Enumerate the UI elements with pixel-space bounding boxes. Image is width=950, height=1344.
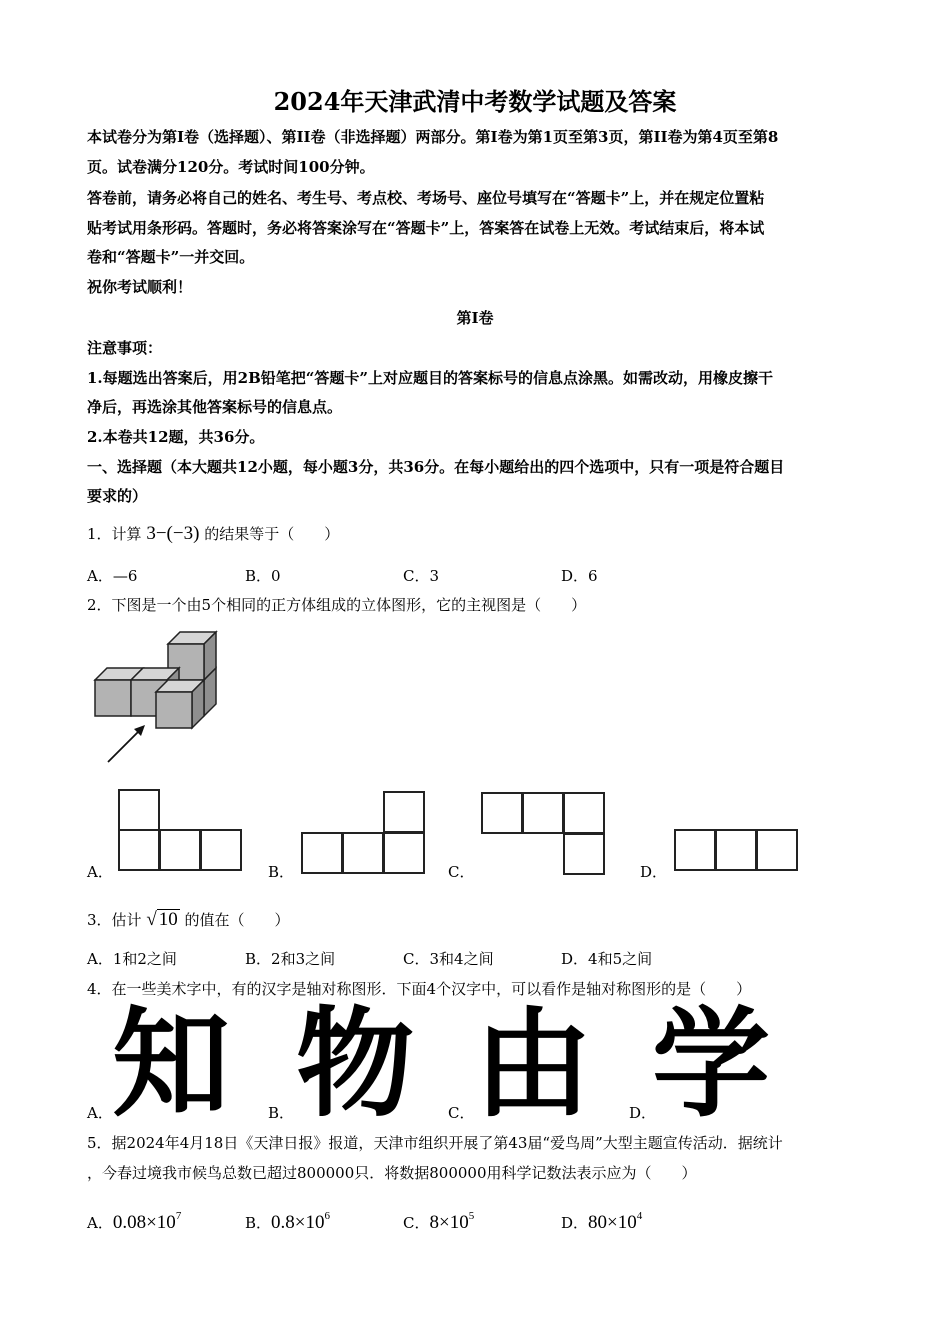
q4-option-c-label[interactable]: C． [448, 1104, 475, 1122]
q3-prefix: 3．估计 [87, 911, 142, 929]
q5-option-a-base: 0.08×10 [112, 1212, 176, 1233]
q1-option-b[interactable]: B．0 [245, 567, 281, 585]
notes-heading: 注意事项： [87, 339, 163, 357]
q4-option-d-char[interactable]: 学 [652, 995, 771, 1133]
q3-option-b[interactable]: B．2和3之间 [245, 950, 336, 968]
cube-figure [90, 628, 230, 770]
view-square [563, 833, 605, 875]
intro-line: 本试卷分为第I卷（选择题）、第II卷（非选择题）两部分。第I卷为第1页至第3页，第II卷为第4页至第8 [87, 128, 779, 146]
q5-option-b[interactable] [245, 1201, 330, 1238]
q1-suffix: 的结果等于（ ） [204, 525, 340, 543]
question-5-line: 5．据2024年4月18日《天津日报》报道，天津市组织开展了第43届“爱鸟周”大型主题宣传活动．据统计 [87, 1134, 783, 1152]
q1-prefix: 1．计算 [87, 525, 142, 543]
question-2: 2．下图是一个由5个相同的正方体组成的立体图形，它的主视图是（ ） [87, 596, 587, 614]
note-line: 净后，再选涂其他答案标号的信息点。 [87, 398, 343, 416]
view-square [342, 832, 384, 874]
intro-line: 贴考试用条形码。答题时，务必将答案涂写在“答题卡”上，答案答在试卷上无效。考试结束后，将本试 [87, 219, 765, 237]
view-square [522, 792, 564, 834]
q1-option-d[interactable]: D．6 [561, 567, 598, 585]
q5-option-b-base: 0.8×10 [271, 1212, 325, 1233]
view-square [674, 829, 716, 871]
view-square [118, 829, 160, 871]
view-square [481, 792, 523, 834]
q5-option-a-exp: 7 [175, 1210, 182, 1222]
q5-option-d-exp: 4 [636, 1210, 643, 1222]
q5-option-b-exp: 6 [324, 1210, 330, 1222]
q3-radicand: 10 [158, 909, 178, 930]
q5-option-d-base: 80×10 [588, 1212, 637, 1233]
q2-option-a-label[interactable]: A． [87, 863, 113, 881]
q5-option-c-exp: 5 [468, 1210, 475, 1222]
view-square [159, 829, 201, 871]
view-square [301, 832, 343, 874]
question-3 [87, 905, 290, 935]
q1-option-a[interactable]: A．—6 [87, 567, 138, 585]
q3-option-d[interactable]: D．4和5之间 [561, 950, 653, 968]
q4-option-d-label[interactable]: D． [629, 1104, 657, 1122]
q3-option-a[interactable]: A．1和2之间 [87, 950, 177, 968]
section-title: 第I卷 [456, 309, 494, 327]
view-square [715, 829, 757, 871]
q3-sqrt-sign: √ [146, 909, 157, 930]
intro-line: 答卷前，请务必将自己的姓名、考生号、考点校、考场号、座位号填写在“答题卡”上，并在规定位置粘 [87, 189, 765, 207]
view-square [383, 832, 425, 874]
q2-option-c-label[interactable]: C． [448, 863, 475, 881]
q5-option-c-label: C． [403, 1214, 430, 1232]
q5-option-c[interactable] [403, 1201, 474, 1238]
q1-expression: 3−(−3) [146, 523, 200, 544]
view-square [118, 789, 160, 831]
q5-option-c-base: 8×10 [429, 1212, 469, 1233]
q4-option-c-char[interactable]: 由 [474, 995, 593, 1133]
question-4: 4．在一些美术字中，有的汉字是轴对称图形．下面4个汉字中，可以看作是轴对称图形的是（ ） [87, 980, 752, 998]
q1-option-c[interactable]: C．3 [403, 567, 440, 585]
q4-option-b-label[interactable]: B． [268, 1104, 295, 1122]
q5-option-b-label: B． [245, 1214, 272, 1232]
q4-option-a-char[interactable]: 知 [112, 995, 231, 1133]
q5-option-d-label: D． [561, 1214, 589, 1232]
q5-option-a[interactable] [87, 1201, 181, 1238]
page-title: 2024年天津武清中考数学试题及答案 [273, 87, 677, 116]
q4-option-a-label[interactable]: A． [87, 1104, 113, 1122]
view-square [756, 829, 798, 871]
note-line: 2.本卷共12题，共36分。 [87, 428, 265, 446]
view-square [383, 791, 425, 833]
note-line: 1.每题选出答案后，用2B铅笔把“答题卡”上对应题目的答案标号的信息点涂黑。如需改动，用橡皮擦干 [87, 369, 774, 387]
q2-option-d-label[interactable]: D． [640, 863, 668, 881]
question-1 [87, 519, 339, 549]
q3-option-c[interactable]: C．3和4之间 [403, 950, 494, 968]
question-5-line: ，今春过境我市候鸟总数已超过800000只．将数据800000用科学记数法表示应为（ ） [87, 1164, 697, 1182]
q4-option-b-char[interactable]: 物 [296, 995, 415, 1133]
q3-suffix: 的值在（ ） [184, 911, 290, 929]
intro-line: 页。试卷满分120分。考试时间100分钟。 [87, 158, 375, 176]
q5-option-a-label: A． [87, 1214, 113, 1232]
intro-line: 卷和“答题卡”一并交回。 [87, 248, 255, 266]
part-heading: 一、选择题（本大题共12小题，每小题3分，共36分。在每小题给出的四个选项中，只有一项是符合题目 [87, 458, 785, 476]
part-heading: 要求的） [87, 487, 148, 505]
view-square [200, 829, 242, 871]
intro-line: 祝你考试顺利！ [87, 278, 193, 296]
view-square [563, 792, 605, 834]
q2-option-b-label[interactable]: B． [268, 863, 295, 881]
q5-option-d[interactable] [561, 1201, 642, 1238]
